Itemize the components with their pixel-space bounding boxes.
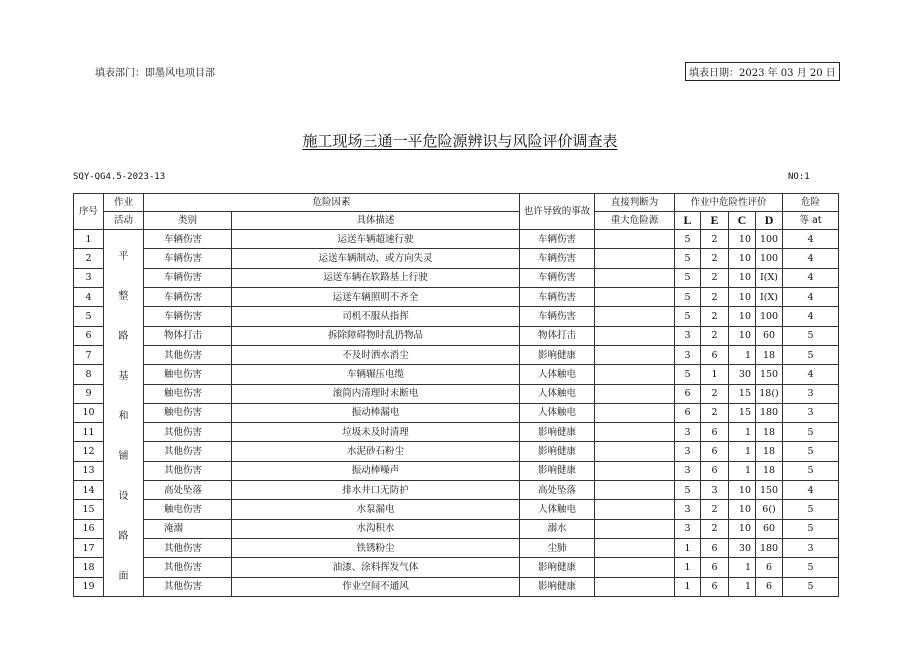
- header-activity-bottom: 活动: [104, 212, 144, 230]
- header-seq: 序号: [74, 194, 104, 230]
- value-C: 10: [729, 500, 756, 519]
- value-E: 2: [701, 384, 729, 403]
- value-C: 1: [729, 577, 756, 596]
- major-hazard-flag: [595, 326, 675, 345]
- risk-grade: 3: [783, 403, 839, 422]
- row-number: 19: [74, 577, 104, 596]
- header-activity-top: 作业: [104, 194, 144, 212]
- value-L: 5: [675, 230, 701, 249]
- header-direct-bottom: 重大危险源: [595, 212, 675, 230]
- hazard-description: 运送车辆制动、或方向失灵: [232, 249, 520, 268]
- risk-grade: 4: [783, 268, 839, 287]
- row-number: 16: [74, 519, 104, 538]
- hazard-description: 排水井口无防护: [232, 481, 520, 500]
- table-row: [74, 326, 839, 345]
- hazard-description: 滚筒内清理时未断电: [232, 384, 520, 403]
- table-row: [74, 519, 839, 538]
- hazard-category: 其他伤害: [144, 539, 232, 558]
- possible-accident: 车辆伤害: [520, 268, 595, 287]
- value-E: 2: [701, 268, 729, 287]
- major-hazard-flag: [595, 481, 675, 500]
- risk-grade: 3: [783, 384, 839, 403]
- value-L: 1: [675, 577, 701, 596]
- value-E: 6: [701, 558, 729, 577]
- table-row: [74, 481, 839, 500]
- hazard-category: 其他伤害: [144, 577, 232, 596]
- value-L: 3: [675, 345, 701, 364]
- row-number: 15: [74, 500, 104, 519]
- major-hazard-flag: [595, 345, 675, 364]
- major-hazard-flag: [595, 403, 675, 422]
- hazard-category: 触电伤害: [144, 500, 232, 519]
- value-C: 10: [729, 249, 756, 268]
- value-E: 3: [701, 481, 729, 500]
- risk-grade: 4: [783, 230, 839, 249]
- hazard-description: 振动棒漏电: [232, 403, 520, 422]
- hazard-description: 水沟积水: [232, 519, 520, 538]
- value-C: 1: [729, 558, 756, 577]
- value-D: 6: [756, 558, 783, 577]
- table-row: [74, 345, 839, 364]
- possible-accident: 车辆伤害: [520, 307, 595, 326]
- value-E: 1: [701, 365, 729, 384]
- hazard-category: 触电伤害: [144, 365, 232, 384]
- possible-accident: 影响健康: [520, 345, 595, 364]
- table-row: [74, 577, 839, 596]
- value-L: 3: [675, 442, 701, 461]
- table-row: [74, 384, 839, 403]
- table-row: [74, 558, 839, 577]
- header-category: 类别: [144, 212, 232, 230]
- value-D: 180: [756, 403, 783, 422]
- value-C: 1: [729, 461, 756, 480]
- hazard-description: 司机不服从指挥: [232, 307, 520, 326]
- value-D: 100: [756, 307, 783, 326]
- risk-grade: 5: [783, 558, 839, 577]
- activity-char: 平: [118, 251, 129, 262]
- possible-accident: 溺水: [520, 519, 595, 538]
- major-hazard-flag: [595, 539, 675, 558]
- risk-grade: 4: [783, 249, 839, 268]
- possible-accident: 影响健康: [520, 577, 595, 596]
- table-row: [74, 287, 839, 306]
- table-row: [74, 230, 839, 249]
- hazard-category: 车辆伤害: [144, 287, 232, 306]
- hazard-category: 高处坠落: [144, 481, 232, 500]
- value-L: 5: [675, 268, 701, 287]
- value-C: 10: [729, 519, 756, 538]
- activity-char: 路: [118, 331, 129, 342]
- department-label: 填表部门：即墨风电项目部: [95, 68, 215, 79]
- hazard-description: 油漆、涂料挥发气体: [232, 558, 520, 577]
- value-C: 10: [729, 287, 756, 306]
- header-C: C: [729, 212, 756, 230]
- activity-char: 和: [118, 411, 129, 422]
- row-number: 12: [74, 442, 104, 461]
- value-L: 5: [675, 307, 701, 326]
- header-L: L: [675, 212, 701, 230]
- row-number: 1: [74, 230, 104, 249]
- hazard-category: 其他伤害: [144, 442, 232, 461]
- row-number: 7: [74, 345, 104, 364]
- header-description: 具体描述: [232, 212, 520, 230]
- major-hazard-flag: [595, 558, 675, 577]
- value-D: 18: [756, 461, 783, 480]
- value-C: 10: [729, 268, 756, 287]
- value-D: 150: [756, 481, 783, 500]
- possible-accident: 高处坠落: [520, 481, 595, 500]
- value-E: 2: [701, 403, 729, 422]
- table-row: [74, 442, 839, 461]
- value-D: 6: [756, 577, 783, 596]
- header-D: D: [756, 212, 783, 230]
- hazard-description: 运送车辆在软路基上行驶: [232, 268, 520, 287]
- hazard-description: 运送车辆超速行驶: [232, 230, 520, 249]
- header-direct-top: 直接判断为: [595, 194, 675, 212]
- row-number: 2: [74, 249, 104, 268]
- activity-char: 铺: [118, 451, 129, 462]
- header-grade-bottom: 等 at: [783, 212, 839, 230]
- risk-grade: 5: [783, 519, 839, 538]
- value-L: 1: [675, 558, 701, 577]
- value-D: 60: [756, 519, 783, 538]
- value-E: 2: [701, 326, 729, 345]
- value-L: 3: [675, 461, 701, 480]
- value-C: 1: [729, 345, 756, 364]
- possible-accident: 影响健康: [520, 442, 595, 461]
- possible-accident: 人体触电: [520, 500, 595, 519]
- value-E: 2: [701, 249, 729, 268]
- value-E: 2: [701, 307, 729, 326]
- major-hazard-flag: [595, 249, 675, 268]
- activity-cell: [104, 230, 144, 597]
- risk-grade: 5: [783, 577, 839, 596]
- risk-grade: 4: [783, 365, 839, 384]
- value-L: 5: [675, 481, 701, 500]
- row-number: 18: [74, 558, 104, 577]
- hazard-category: 淹溺: [144, 519, 232, 538]
- row-number: 10: [74, 403, 104, 422]
- value-C: 10: [729, 326, 756, 345]
- row-number: 13: [74, 461, 104, 480]
- possible-accident: 影响健康: [520, 461, 595, 480]
- row-number: 3: [74, 268, 104, 287]
- major-hazard-flag: [595, 577, 675, 596]
- hazard-category: 其他伤害: [144, 423, 232, 442]
- activity-char: 基: [118, 371, 129, 382]
- row-number: 6: [74, 326, 104, 345]
- value-C: 15: [729, 384, 756, 403]
- page-title-text: 施工现场三通一平危险源辨识与风险评价调查表: [302, 132, 618, 150]
- row-number: 8: [74, 365, 104, 384]
- value-C: 15: [729, 403, 756, 422]
- possible-accident: 影响健康: [520, 558, 595, 577]
- possible-accident: 人体触电: [520, 403, 595, 422]
- hazard-description: 铁锈粉尘: [232, 539, 520, 558]
- activity-char: 面: [118, 571, 129, 582]
- hazard-category: 触电伤害: [144, 403, 232, 422]
- value-E: 2: [701, 287, 729, 306]
- table-row: [74, 539, 839, 558]
- hazard-description: 运送车辆照明不齐全: [232, 287, 520, 306]
- header-hazard: 危险因素: [144, 194, 520, 212]
- row-number: 5: [74, 307, 104, 326]
- major-hazard-flag: [595, 230, 675, 249]
- risk-grade: 4: [783, 287, 839, 306]
- risk-grade: 4: [783, 481, 839, 500]
- hazard-table-body: [74, 230, 839, 597]
- value-L: 5: [675, 287, 701, 306]
- header-E: E: [701, 212, 729, 230]
- value-L: 5: [675, 365, 701, 384]
- possible-accident: 人体触电: [520, 365, 595, 384]
- value-C: 10: [729, 230, 756, 249]
- risk-grade: 5: [783, 345, 839, 364]
- risk-grade: 4: [783, 307, 839, 326]
- value-E: 2: [701, 230, 729, 249]
- value-L: 6: [675, 384, 701, 403]
- value-D: I(X): [756, 268, 783, 287]
- hazard-description: 拆除障碍物时乱扔物品: [232, 326, 520, 345]
- value-E: 6: [701, 577, 729, 596]
- major-hazard-flag: [595, 500, 675, 519]
- document-code: SQY-QG4.5-2023-13: [73, 172, 166, 182]
- hazard-category: 其他伤害: [144, 461, 232, 480]
- value-D: 100: [756, 230, 783, 249]
- hazard-category: 车辆伤害: [144, 230, 232, 249]
- value-L: 3: [675, 423, 701, 442]
- risk-grade: 5: [783, 461, 839, 480]
- value-D: 18: [756, 423, 783, 442]
- hazard-description: 不及时洒水消尘: [232, 345, 520, 364]
- value-D: I(X): [756, 287, 783, 306]
- value-L: 3: [675, 500, 701, 519]
- page-number: NO:1: [788, 172, 810, 182]
- value-L: 3: [675, 519, 701, 538]
- value-E: 6: [701, 345, 729, 364]
- hazard-category: 其他伤害: [144, 345, 232, 364]
- fill-date-label: 填表日期：2023 年 03 月 20 日: [685, 62, 840, 81]
- value-D: 100: [756, 249, 783, 268]
- hazard-category: 车辆伤害: [144, 249, 232, 268]
- activity-char: 设: [118, 491, 129, 502]
- value-C: 10: [729, 481, 756, 500]
- value-D: 180: [756, 539, 783, 558]
- value-C: 30: [729, 365, 756, 384]
- value-D: 18: [756, 345, 783, 364]
- hazard-category: 触电伤害: [144, 384, 232, 403]
- value-C: 10: [729, 307, 756, 326]
- value-E: 6: [701, 539, 729, 558]
- major-hazard-flag: [595, 461, 675, 480]
- risk-grade: 5: [783, 442, 839, 461]
- risk-grade: 5: [783, 326, 839, 345]
- possible-accident: 物体打击: [520, 326, 595, 345]
- value-D: 6(): [756, 500, 783, 519]
- risk-grade: 5: [783, 500, 839, 519]
- hazard-description: 水泵漏电: [232, 500, 520, 519]
- major-hazard-flag: [595, 442, 675, 461]
- possible-accident: 车辆伤害: [520, 249, 595, 268]
- page-title: [0, 130, 920, 151]
- major-hazard-flag: [595, 423, 675, 442]
- table-row: [74, 268, 839, 287]
- value-E: 6: [701, 423, 729, 442]
- hazard-description: 作业空间不通风: [232, 577, 520, 596]
- major-hazard-flag: [595, 287, 675, 306]
- possible-accident: 人体触电: [520, 384, 595, 403]
- header-evaluation: 作业中危险性评价: [675, 194, 783, 212]
- hazard-description: 垃圾未及时清理: [232, 423, 520, 442]
- possible-accident: 尘肺: [520, 539, 595, 558]
- value-D: 60: [756, 326, 783, 345]
- possible-accident: 影响健康: [520, 423, 595, 442]
- table-row: [74, 307, 839, 326]
- hazard-category: 物体打击: [144, 326, 232, 345]
- major-hazard-flag: [595, 365, 675, 384]
- activity-char: 路: [118, 531, 129, 542]
- table-row: [74, 500, 839, 519]
- value-L: 1: [675, 539, 701, 558]
- table-row: [74, 365, 839, 384]
- value-L: 5: [675, 249, 701, 268]
- value-C: 1: [729, 423, 756, 442]
- hazard-category: 车辆伤害: [144, 268, 232, 287]
- value-C: 30: [729, 539, 756, 558]
- major-hazard-flag: [595, 307, 675, 326]
- value-C: 1: [729, 442, 756, 461]
- risk-grade: 3: [783, 539, 839, 558]
- hazard-category: 其他伤害: [144, 558, 232, 577]
- hazard-table: [73, 193, 839, 597]
- header-grade-top: 危险: [783, 194, 839, 212]
- row-number: 4: [74, 287, 104, 306]
- major-hazard-flag: [595, 384, 675, 403]
- hazard-description: 车辆辗压电缆: [232, 365, 520, 384]
- table-row: [74, 461, 839, 480]
- major-hazard-flag: [595, 268, 675, 287]
- value-D: 18: [756, 442, 783, 461]
- value-E: 2: [701, 519, 729, 538]
- header-accident: 也许导致的事故: [520, 194, 595, 230]
- table-row: [74, 403, 839, 422]
- value-D: 150: [756, 365, 783, 384]
- table-row: [74, 423, 839, 442]
- value-L: 3: [675, 326, 701, 345]
- value-L: 6: [675, 403, 701, 422]
- possible-accident: 车辆伤害: [520, 287, 595, 306]
- table-row: [74, 249, 839, 268]
- activity-char: 整: [118, 291, 129, 302]
- hazard-description: 振动棒噪声: [232, 461, 520, 480]
- possible-accident: 车辆伤害: [520, 230, 595, 249]
- value-D: 18(): [756, 384, 783, 403]
- value-E: 6: [701, 442, 729, 461]
- value-E: 6: [701, 461, 729, 480]
- value-E: 2: [701, 500, 729, 519]
- risk-grade: 5: [783, 423, 839, 442]
- hazard-category: 车辆伤害: [144, 307, 232, 326]
- hazard-description: 水泥砂石粉尘: [232, 442, 520, 461]
- row-number: 9: [74, 384, 104, 403]
- row-number: 14: [74, 481, 104, 500]
- row-number: 11: [74, 423, 104, 442]
- major-hazard-flag: [595, 519, 675, 538]
- row-number: 17: [74, 539, 104, 558]
